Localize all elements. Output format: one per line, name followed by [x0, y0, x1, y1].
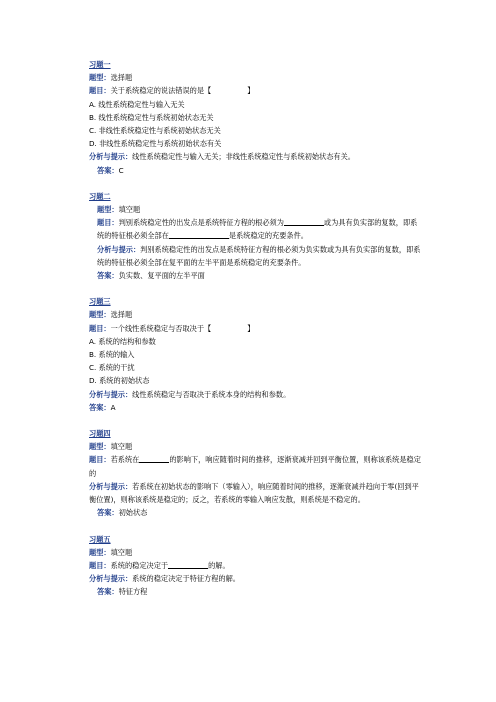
- question-line: [89, 84, 423, 97]
- fill-blank: [139, 454, 169, 463]
- answer-text: 负实数、复平面的左半平面: [118, 271, 205, 281]
- option: B. 线性系统稳定性与系统初始状态无关: [89, 112, 214, 122]
- option: A. 系统的结构和参数: [89, 336, 156, 346]
- answer-text: C: [118, 165, 124, 175]
- analysis-paragraph: [89, 480, 423, 506]
- exercise-title: 习题二: [89, 191, 111, 201]
- type-line: [89, 71, 423, 84]
- answer-line: [89, 506, 423, 519]
- answer-text: 特征方程: [118, 587, 148, 597]
- question-label: 题目：: [89, 455, 111, 465]
- option: D. 系统的初始状态: [89, 376, 150, 386]
- question-text: 系统的稳定决定于: [110, 560, 169, 570]
- question-paragraph: [89, 453, 423, 479]
- fill-blank: [168, 560, 208, 569]
- exercise-title: 习题四: [89, 429, 111, 439]
- question-text: 是系统稳定的充要条件。: [228, 231, 308, 241]
- question-text: 判别系统稳定性的出发点是系统特征方程的根必须为: [118, 218, 284, 228]
- analysis-text: 线性系统稳定性与输入无关；非线性系统稳定性与系统初始状态有关。: [132, 152, 355, 162]
- analysis-label: 分析与提示：: [89, 389, 133, 399]
- exercise-3: [89, 295, 423, 414]
- question-text: 关于系统稳定的说法错误的是【: [110, 86, 212, 96]
- question-paragraph: [89, 216, 423, 242]
- answer-line: [89, 401, 423, 414]
- answer-line: [89, 269, 423, 282]
- analysis-line: [89, 572, 423, 585]
- type-line: [89, 203, 423, 216]
- analysis-line: [89, 150, 423, 163]
- fill-blank: [284, 217, 324, 226]
- exercise-list: [89, 58, 423, 612]
- question-text: 或为具有负实部的复数，即系统的特征根必须全部在: [97, 218, 418, 241]
- type-label: 题型：: [89, 442, 111, 452]
- answer-label: 答案：: [97, 508, 119, 518]
- type-label: 题型：: [89, 310, 111, 320]
- type-label: 题型：: [89, 547, 111, 557]
- type-line: [89, 546, 423, 559]
- question-end: 】: [247, 86, 255, 96]
- option: C. 系统的干扰: [89, 363, 135, 373]
- question-text: 的解。: [208, 560, 230, 570]
- type-line: [89, 440, 423, 453]
- question-text: 一个线性系统稳定与否取决于【: [110, 323, 212, 333]
- analysis-label: 分析与提示：: [89, 152, 133, 162]
- option: C. 非线性系统稳定性与系统初始状态无关: [89, 126, 221, 136]
- exercise-title: 习题五: [89, 534, 111, 544]
- analysis-line: [89, 388, 423, 401]
- analysis-label: 分析与提示：: [89, 481, 133, 491]
- answer-label: 答案：: [89, 402, 111, 412]
- question-line: [89, 322, 423, 335]
- question-label: 题目：: [97, 218, 119, 228]
- question-label: 题目：: [89, 323, 111, 333]
- answer-line: [89, 164, 423, 177]
- fill-blank: [169, 230, 229, 239]
- exercise-4: [89, 427, 423, 519]
- type-value: 选择题: [110, 73, 133, 83]
- analysis-label: 分析与提示：: [89, 574, 133, 584]
- exercise-2: [89, 190, 423, 282]
- option: A. 线性系统稳定性与输入无关: [89, 99, 185, 109]
- analysis-text: 系统的稳定决定于特征方程的解。: [132, 574, 240, 584]
- exercise-title: 习题一: [89, 60, 111, 69]
- option: D. 非线性系统稳定性与系统初始状态有关: [89, 139, 222, 149]
- type-line: [89, 308, 423, 321]
- question-end: 】: [247, 323, 255, 333]
- question-text: 若系统在: [110, 455, 140, 465]
- analysis-text: 判别系统稳定性的出发点是系统特征方程的根必须为负实数或为具有负实部的复数，即系统的特征根必须全部在复平面的左半平面是系统稳定的充要条件。: [97, 244, 421, 267]
- question-label: 题目：: [89, 86, 111, 96]
- answer-label: 答案：: [97, 271, 119, 281]
- answer-text: A: [110, 402, 116, 412]
- type-value: 选择题: [110, 310, 133, 320]
- analysis-text: 线性系统稳定与否取决于系统本身的结构和参数。: [132, 389, 291, 399]
- analysis-text: 若系统在初始状态的影响下（零输入），响应随着时间的推移，逐渐衰减并趋向于零(回到平衡位置)，则称该系统是稳定的；反之，若系统的零输入响应发散，则系统是不稳定的。: [89, 481, 419, 505]
- answer-label: 答案：: [97, 165, 119, 175]
- type-value: 填空题: [118, 205, 141, 215]
- question-label: 题目：: [89, 560, 111, 570]
- question-text: 的影响下，响应随着时间的推移，逐渐衰减并回到平衡位置，则称该系统是稳定的: [89, 455, 421, 478]
- answer-label: 答案：: [97, 587, 119, 597]
- analysis-label: 分析与提示：: [97, 244, 141, 254]
- type-value: 填空题: [110, 442, 133, 452]
- type-label: 题型：: [97, 205, 119, 215]
- exercise-title: 习题三: [89, 297, 111, 307]
- answer-text: 初始状态: [118, 508, 148, 518]
- analysis-paragraph: [89, 243, 423, 269]
- option: B. 系统的输入: [89, 350, 135, 360]
- answer-line: [89, 585, 423, 598]
- type-value: 填空题: [110, 547, 133, 557]
- exercise-1: [89, 58, 423, 177]
- type-label: 题型：: [89, 73, 111, 83]
- question-line: [89, 559, 423, 572]
- exercise-5: [89, 533, 423, 599]
